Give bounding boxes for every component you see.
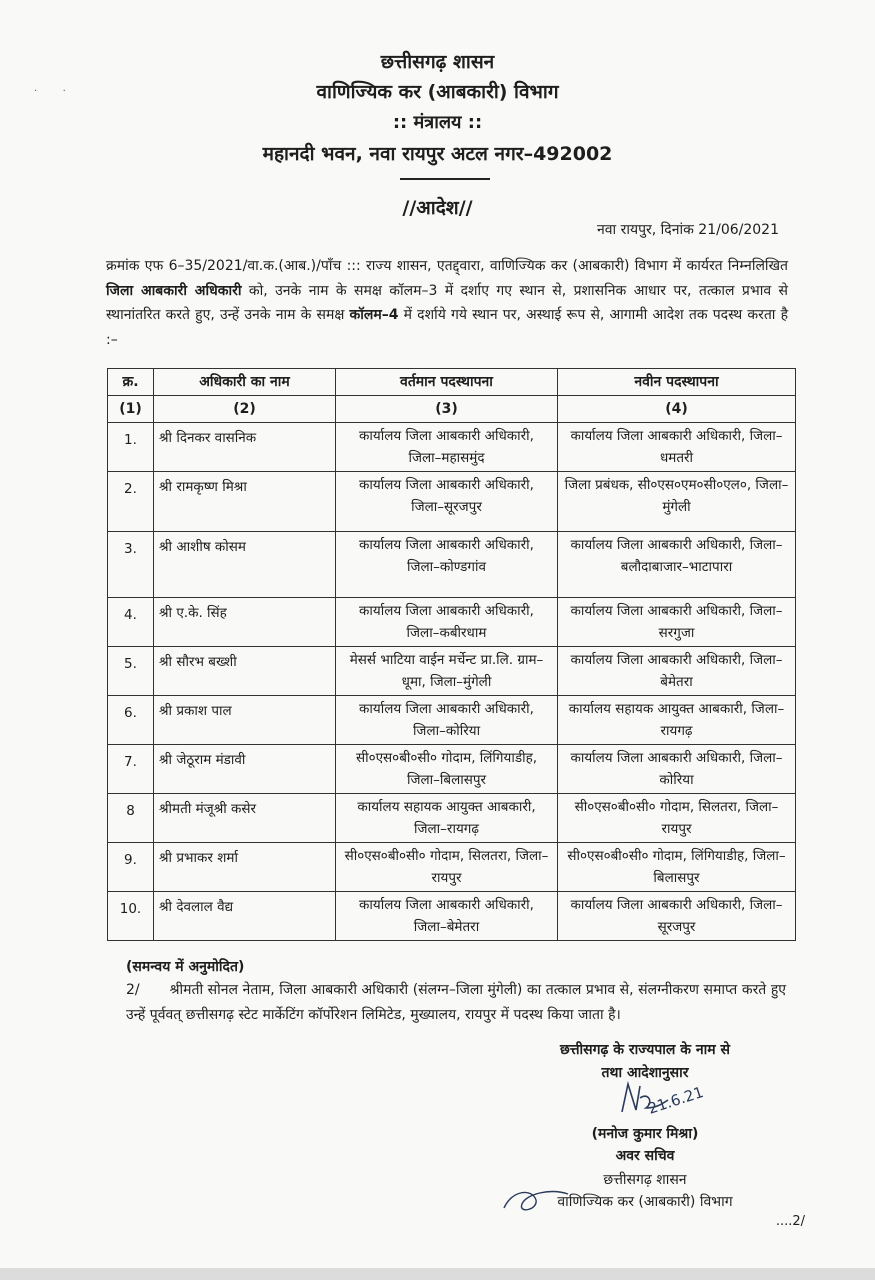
row-new-posting: सी०एस०बी०सी० गोदाम, लिंगियाडीह, जिला–बिलासपुर (558, 843, 796, 892)
page-marker: ....2/ (775, 1214, 805, 1229)
row-new-posting: कार्यालय जिला आबकारी अधिकारी, जिला–कोरिया (558, 745, 796, 794)
row-sn: 9. (108, 843, 154, 892)
table-row (108, 794, 796, 843)
approval-note: (समन्वय में अनुमोदित) (126, 959, 245, 975)
signatory-govt: छत्तीसगढ़ शासन (603, 1172, 687, 1188)
row-sn: 5. (108, 647, 154, 696)
order-title: //आदेश// (402, 197, 473, 219)
row-current-posting: सी०एस०बी०सी० गोदाम, सिलतरा, जिला–रायपुर (336, 843, 558, 892)
row-officer-name: श्रीमती मंजूश्री कसेर (154, 794, 336, 843)
row-officer-name: श्री सौरभ बख्शी (154, 647, 336, 696)
row-new-posting: कार्यालय जिला आबकारी अधिकारी, जिला–सरगुजा (558, 598, 796, 647)
para2-index: 2/ (126, 982, 140, 998)
signature-date: 21.6.21 (645, 1082, 706, 1118)
colnum-3: (3) (336, 396, 558, 423)
header-sn: क्र. (108, 369, 154, 396)
para1-text-2: को, उनके नाम के समक्ष कॉलम–3 में दर्शाए गए स्थान से, प्रशासनिक आधार पर, तत्काल प्रभाव से स्थानांतरित करते हुए, उन्हें उनके नाम के समक्ष (106, 282, 788, 323)
row-officer-name: श्री जेठूराम मंडावी (154, 745, 336, 794)
signature-line-2: तथा आदेशानुसार (601, 1065, 689, 1081)
handwritten-signature (610, 1078, 720, 1130)
row-new-posting: जिला प्रबंधक, सी०एस०एम०सी०एल०, जिला–मुंगेली (558, 472, 796, 532)
signatory-designation: अवर सचिव (615, 1148, 675, 1164)
para1-text-1: क्रमांक एफ 6–35/2021/वा.क.(आब.)/पाँच ::: राज्य शासन, एतद्द्वारा, वाणिज्यिक कर (आबकारी) विभाग में कार्यरत निम्नलिखित (106, 258, 788, 274)
row-current-posting: कार्यालय जिला आबकारी अधिकारी, जिला–कोरिया (336, 696, 558, 745)
header-address: महानदी भवन, नवा रायपुर अटल नगर–492002 (262, 143, 613, 165)
row-current-posting: कार्यालय सहायक आयुक्त आबकारी, जिला–रायगढ़ (336, 794, 558, 843)
row-sn: 7. (108, 745, 154, 794)
table-row (108, 598, 796, 647)
para1-bold-2: कॉलम–4 (349, 307, 399, 323)
colnum-2: (2) (154, 396, 336, 423)
table-row (108, 423, 796, 472)
row-new-posting: कार्यालय जिला आबकारी अधिकारी, जिला–सूरजपुर (558, 892, 796, 941)
row-officer-name: श्री प्रभाकर शर्मा (154, 843, 336, 892)
row-officer-name: श्री ए.के. सिंह (154, 598, 336, 647)
row-sn: 2. (108, 472, 154, 532)
row-current-posting: मेसर्स भाटिया वाईन मर्चेन्ट प्रा.लि. ग्राम–धूमा, जिला–मुंगेली (336, 647, 558, 696)
header-govt: छत्तीसगढ़ शासन (380, 51, 495, 73)
row-officer-name: श्री रामकृष्ण मिश्रा (154, 472, 336, 532)
scan-bottom-edge (0, 1268, 875, 1280)
transfer-table (107, 368, 796, 941)
row-new-posting: कार्यालय जिला आबकारी अधिकारी, जिला–बलौदाबाजार–भाटापारा (558, 532, 796, 598)
table-row (108, 696, 796, 745)
row-new-posting: कार्यालय जिला आबकारी अधिकारी, जिला–धमतरी (558, 423, 796, 472)
header-ministry: :: मंत्रालय :: (392, 112, 483, 133)
row-new-posting: कार्यालय सहायक आयुक्त आबकारी, जिला–रायगढ़ (558, 696, 796, 745)
colnum-1: (1) (108, 396, 154, 423)
colnum-4: (4) (558, 396, 796, 423)
date-line: नवा रायपुर, दिनांक 21/06/2021 (596, 222, 779, 238)
row-officer-name: श्री आशीष कोसम (154, 532, 336, 598)
row-sn: 1. (108, 423, 154, 472)
para2-text: श्रीमती सोनल नेताम, जिला आबकारी अधिकारी (संलग्न–जिला मुंगेली) का तत्काल प्रभाव से, संलग्नीकरण समाप्त करते हुए उन्हें पूर्ववत् छत्तीसगढ़ स्टेट मार्केटिंग कॉर्पोरेशन लिमिटेड, मुख्यालय, रायपुर में पदस्थ किया जाता है। (126, 982, 786, 1023)
row-current-posting: सी०एस०बी०सी० गोदाम, लिंगियाडीह, जिला–बिलासपुर (336, 745, 558, 794)
signatory-name: (मनोज कुमार मिश्रा) (591, 1126, 699, 1142)
table-header-row (108, 369, 796, 396)
table-row (108, 647, 796, 696)
table-row (108, 532, 796, 598)
row-officer-name: श्री प्रकाश पाल (154, 696, 336, 745)
initial-scribble (498, 1180, 578, 1220)
row-new-posting: सी०एस०बी०सी० गोदाम, सिलतरा, जिला–रायपुर (558, 794, 796, 843)
table-row (108, 472, 796, 532)
row-current-posting: कार्यालय जिला आबकारी अधिकारी, जिला–सूरजपुर (336, 472, 558, 532)
row-current-posting: कार्यालय जिला आबकारी अधिकारी, जिला–बेमेतरा (336, 892, 558, 941)
row-officer-name: श्री दिनकर वासनिक (154, 423, 336, 472)
table-row (108, 745, 796, 794)
row-sn: 6. (108, 696, 154, 745)
scan-specks: · · (34, 86, 66, 97)
row-sn: 4. (108, 598, 154, 647)
row-sn: 8 (108, 794, 154, 843)
row-current-posting: कार्यालय जिला आबकारी अधिकारी, जिला–महासमुंद (336, 423, 558, 472)
table-row (108, 892, 796, 941)
header-new: नवीन पदस्थापना (558, 369, 796, 396)
header-divider (400, 178, 490, 180)
row-current-posting: कार्यालय जिला आबकारी अधिकारी, जिला–कोण्डगांव (336, 532, 558, 598)
header-name: अधिकारी का नाम (154, 369, 336, 396)
header-current: वर्तमान पदस्थापना (336, 369, 558, 396)
row-officer-name: श्री देवलाल वैद्य (154, 892, 336, 941)
table-row (108, 843, 796, 892)
row-sn: 3. (108, 532, 154, 598)
row-new-posting: कार्यालय जिला आबकारी अधिकारी, जिला–बेमेतरा (558, 647, 796, 696)
para1-bold-1: जिला आबकारी अधिकारी (106, 282, 242, 299)
header-department: वाणिज्यिक कर (आबकारी) विभाग (316, 81, 559, 103)
para1-text-3: में दर्शाये गये स्थान पर, अस्थाई रूप से, आगामी आदेश तक पदस्थ करता है :– (106, 307, 789, 348)
row-sn: 10. (108, 892, 154, 941)
row-current-posting: कार्यालय जिला आबकारी अधिकारी, जिला–कबीरधाम (336, 598, 558, 647)
signature-line-1: छत्तीसगढ़ के राज्यपाल के नाम से (560, 1042, 730, 1058)
second-paragraph (126, 978, 786, 1027)
order-paragraph (106, 254, 788, 352)
table-colnum-row (108, 396, 796, 423)
signatory-department: वाणिज्यिक कर (आबकारी) विभाग (557, 1194, 733, 1210)
